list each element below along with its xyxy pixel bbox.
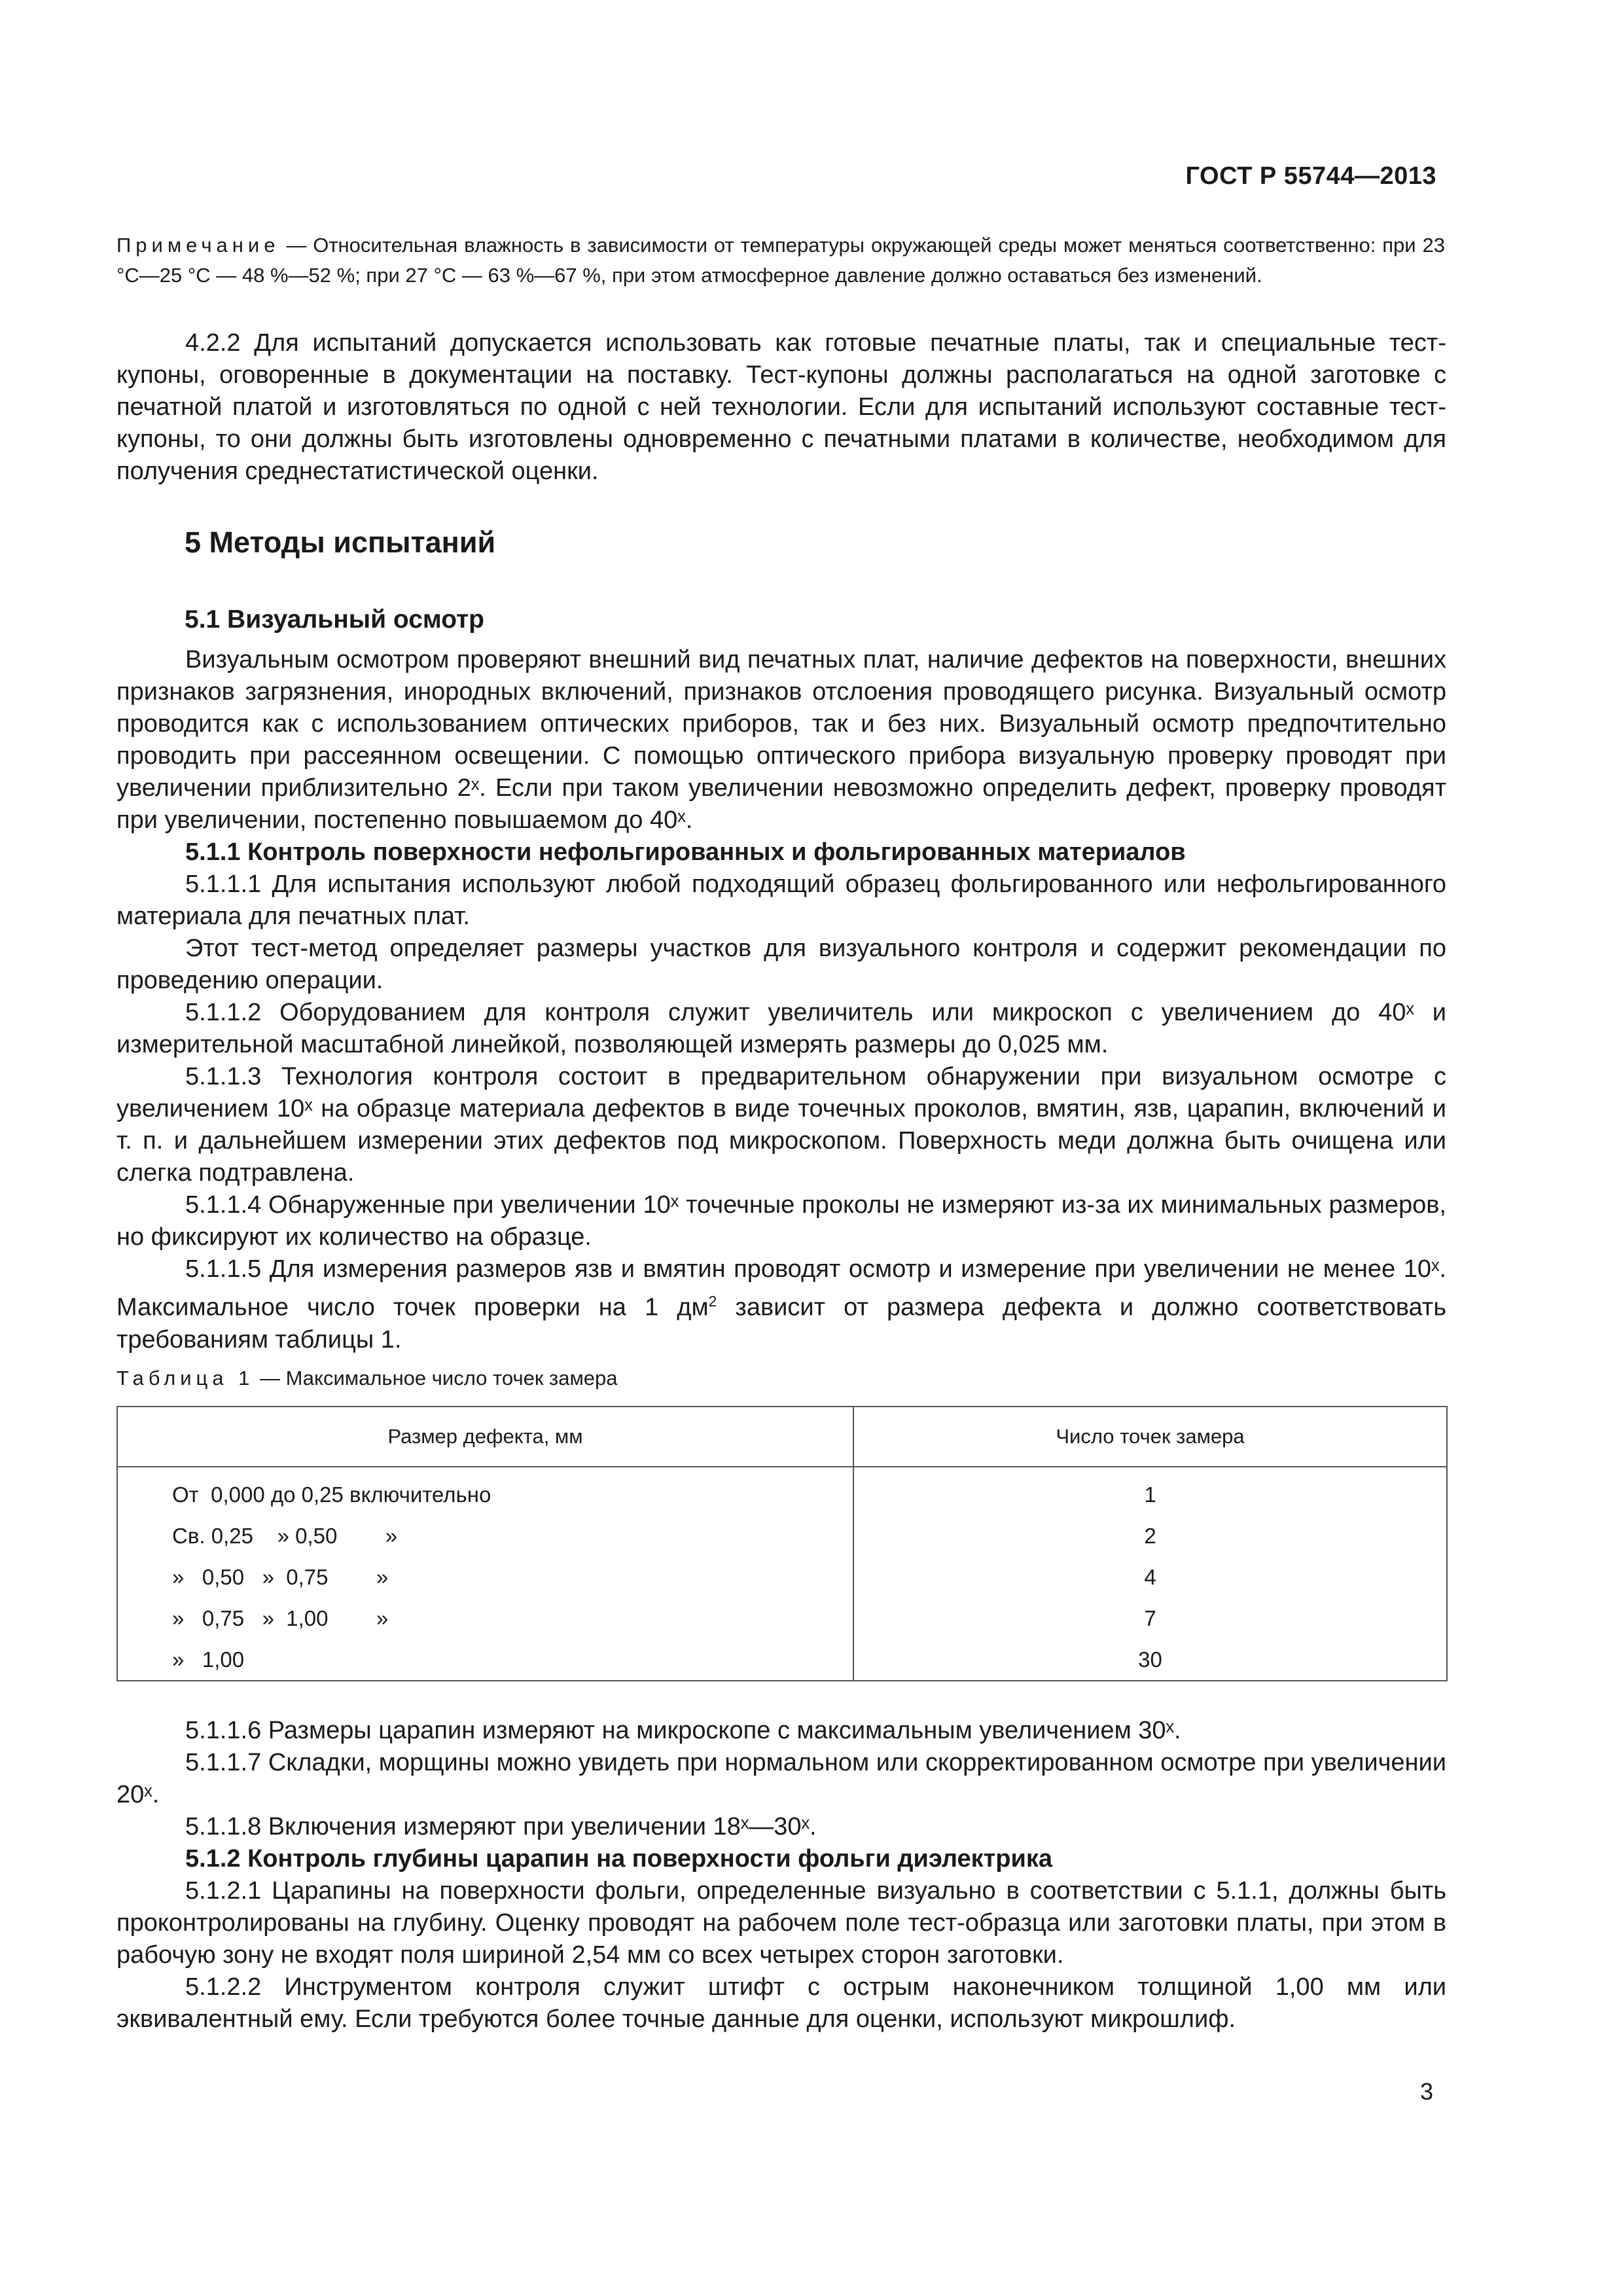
table-row xyxy=(117,1515,1447,1556)
table-caption-label: Таблица 1 xyxy=(116,1367,255,1390)
p5115-part2: зависит от размера дефекта и должно соответствовать требованиям таблицы 1. xyxy=(116,1293,1446,1354)
table-header-points: Число точек замера xyxy=(853,1407,1447,1467)
p5115-part1: 5.1.1.5 Для измерения размеров язв и вмятин проводят осмотр и измерение при увеличении не менее 10ˣ. Максимальное число точек проверки на 1 дм xyxy=(116,1255,1446,1321)
table-cell-size: » 0,50 » 0,75 » xyxy=(117,1556,853,1598)
table-cell-points: 1 xyxy=(853,1467,1447,1515)
defect-table xyxy=(116,1406,1448,1681)
table-caption-text: — Максимальное число точек замера xyxy=(254,1367,618,1390)
section-5-1-continued xyxy=(116,1715,1446,2036)
p5115-superscript: 2 xyxy=(708,1293,717,1310)
table-cell-points: 30 xyxy=(853,1639,1447,1681)
table-caption xyxy=(116,1367,618,1390)
paragraph-5-1-1-1b: Этот тест-метод определяет размеры участков для визуального контроля и содержит рекомендации по проведению операции. xyxy=(116,935,1446,994)
heading-5-1-1: 5.1.1 Контроль поверхности нефольгированных и фольгированных материалов xyxy=(185,838,1186,866)
heading-5-1-2: 5.1.2 Контроль глубины царапин на поверхности фольги диэлектрика xyxy=(185,1845,1053,1873)
note-block xyxy=(116,230,1445,291)
table-cell-size: Св. 0,25 » 0,50 » xyxy=(117,1515,853,1556)
section-5-1-body xyxy=(116,644,1446,1356)
paragraph-5-1-1-6: 5.1.1.6 Размеры царапин измеряют на микроскопе с максимальным увеличением 30ˣ. xyxy=(185,1717,1181,1744)
paragraph-5-1-1-3: 5.1.1.3 Технология контроля состоит в предварительном обнаружении при визуальном осмотре с увеличением 10ˣ на образце материала дефектов в виде точечных проколов, вмятин, язв, царапин, включений и т. п. и дальнейшем измерении этих дефектов под микроскопом. Поверхность меди должна быть очищена или слегка подтравлена. xyxy=(116,1063,1446,1187)
section-5-1-heading: 5.1 Визуальный осмотр xyxy=(185,605,485,634)
table-row xyxy=(117,1556,1447,1598)
paragraph-4-2-2: 4.2.2 Для испытаний допускается использовать как готовые печатные платы, так и специальные тест-купоны, оговоренные в документации на поставку. Тест-купоны должны располагаться на одной заготовке с печатной платой и изготовляться по одной с ней технологии. Если для испытаний используют составные тест-купоны, то они должны быть изготовлены одновременно с печатными платами в количестве, необходимом для получения среднестатистической оценки. xyxy=(116,329,1446,485)
paragraph-5-1-2-1: 5.1.2.1 Царапины на поверхности фольги, определенные визуально в соответствии с 5.1.1, должны быть проконтролированы на глубину. Оценку проводят на рабочем поле тест-образца или заготовки платы, при этом в рабочую зону не входят поля шириной 2,54 мм со всех четырех сторон заготовки. xyxy=(116,1877,1446,1969)
table-header-defect-size: Размер дефекта, мм xyxy=(117,1407,853,1467)
document-header: ГОСТ Р 55744—2013 xyxy=(1185,162,1436,190)
page-number: 3 xyxy=(1419,2078,1433,2105)
table-row xyxy=(117,1639,1447,1681)
note-label: Примечание xyxy=(116,234,280,257)
paragraph-5-1-1-1: 5.1.1.1 Для испытания используют любой подходящий образец фольгированного или нефольгированного материала для печатных плат. xyxy=(116,870,1446,930)
paragraph-5-1-1-4: 5.1.1.4 Обнаруженные при увеличении 10ˣ точечные проколы не измеряют из-за их минимальных размеров, но фиксируют их количество на образце. xyxy=(116,1191,1446,1251)
table-cell-points: 2 xyxy=(853,1515,1447,1556)
table-row xyxy=(117,1467,1447,1515)
table-cell-size: От 0,000 до 0,25 включительно xyxy=(117,1467,853,1515)
paragraph-5-1-2-2: 5.1.2.2 Инструментом контроля служит штифт с острым наконечником толщиной 1,00 мм или эквивалентный ему. Если требуются более точные данные для оценки, используют микрошлиф. xyxy=(116,1973,1446,2033)
paragraph-5-1-1-8: 5.1.1.8 Включения измеряют при увеличении 18ˣ—30ˣ. xyxy=(185,1813,817,1840)
paragraph-5-1-1-2: 5.1.1.2 Оборудованием для контроля служит увеличитель или микроскоп с увеличением до 40ˣ и измерительной масштабной линейкой, позволяющей измерять размеры до 0,025 мм. xyxy=(116,999,1446,1058)
table-cell-size: » 1,00 xyxy=(117,1639,853,1681)
note-text: — Относительная влажность в зависимости от температуры окружающей среды может меняться соответственно: при 23 °С—25 °С — 48 %—52 %; при 27 °С — 63 %—67 %, при этом атмосферное давление должно оставаться без изменений. xyxy=(116,234,1445,287)
table-cell-size: » 0,75 » 1,00 » xyxy=(117,1598,853,1639)
table-cell-points: 7 xyxy=(853,1598,1447,1639)
table-cell-points: 4 xyxy=(853,1556,1447,1598)
section-5-heading: 5 Методы испытаний xyxy=(185,526,496,559)
table-row xyxy=(117,1598,1447,1639)
paragraph-block-422 xyxy=(116,327,1446,488)
paragraph-5-1: Визуальным осмотром проверяют внешний вид печатных плат, наличие дефектов на поверхности, внешних признаков загрязнения, инородных включений, признаков отслоения проводящего рисунка. Визуальный осмотр проводится как с использованием оптических приборов, так и без них. Визуальный осмотр предпочтительно проводить при рассеянном освещении. С помощью оптического прибора визуальную проверку проводят при увеличении приблизительно 2ˣ. Если при таком увеличении невозможно определить дефект, проверку проводят при увеличении, постепенно повышаемом до 40ˣ. xyxy=(116,646,1446,834)
paragraph-5-1-1-5 xyxy=(116,1253,1446,1356)
table-header-row xyxy=(117,1407,1447,1467)
paragraph-5-1-1-7: 5.1.1.7 Складки, морщины можно увидеть при нормальном или скорректированном осмотре при увеличении 20ˣ. xyxy=(116,1749,1446,1808)
